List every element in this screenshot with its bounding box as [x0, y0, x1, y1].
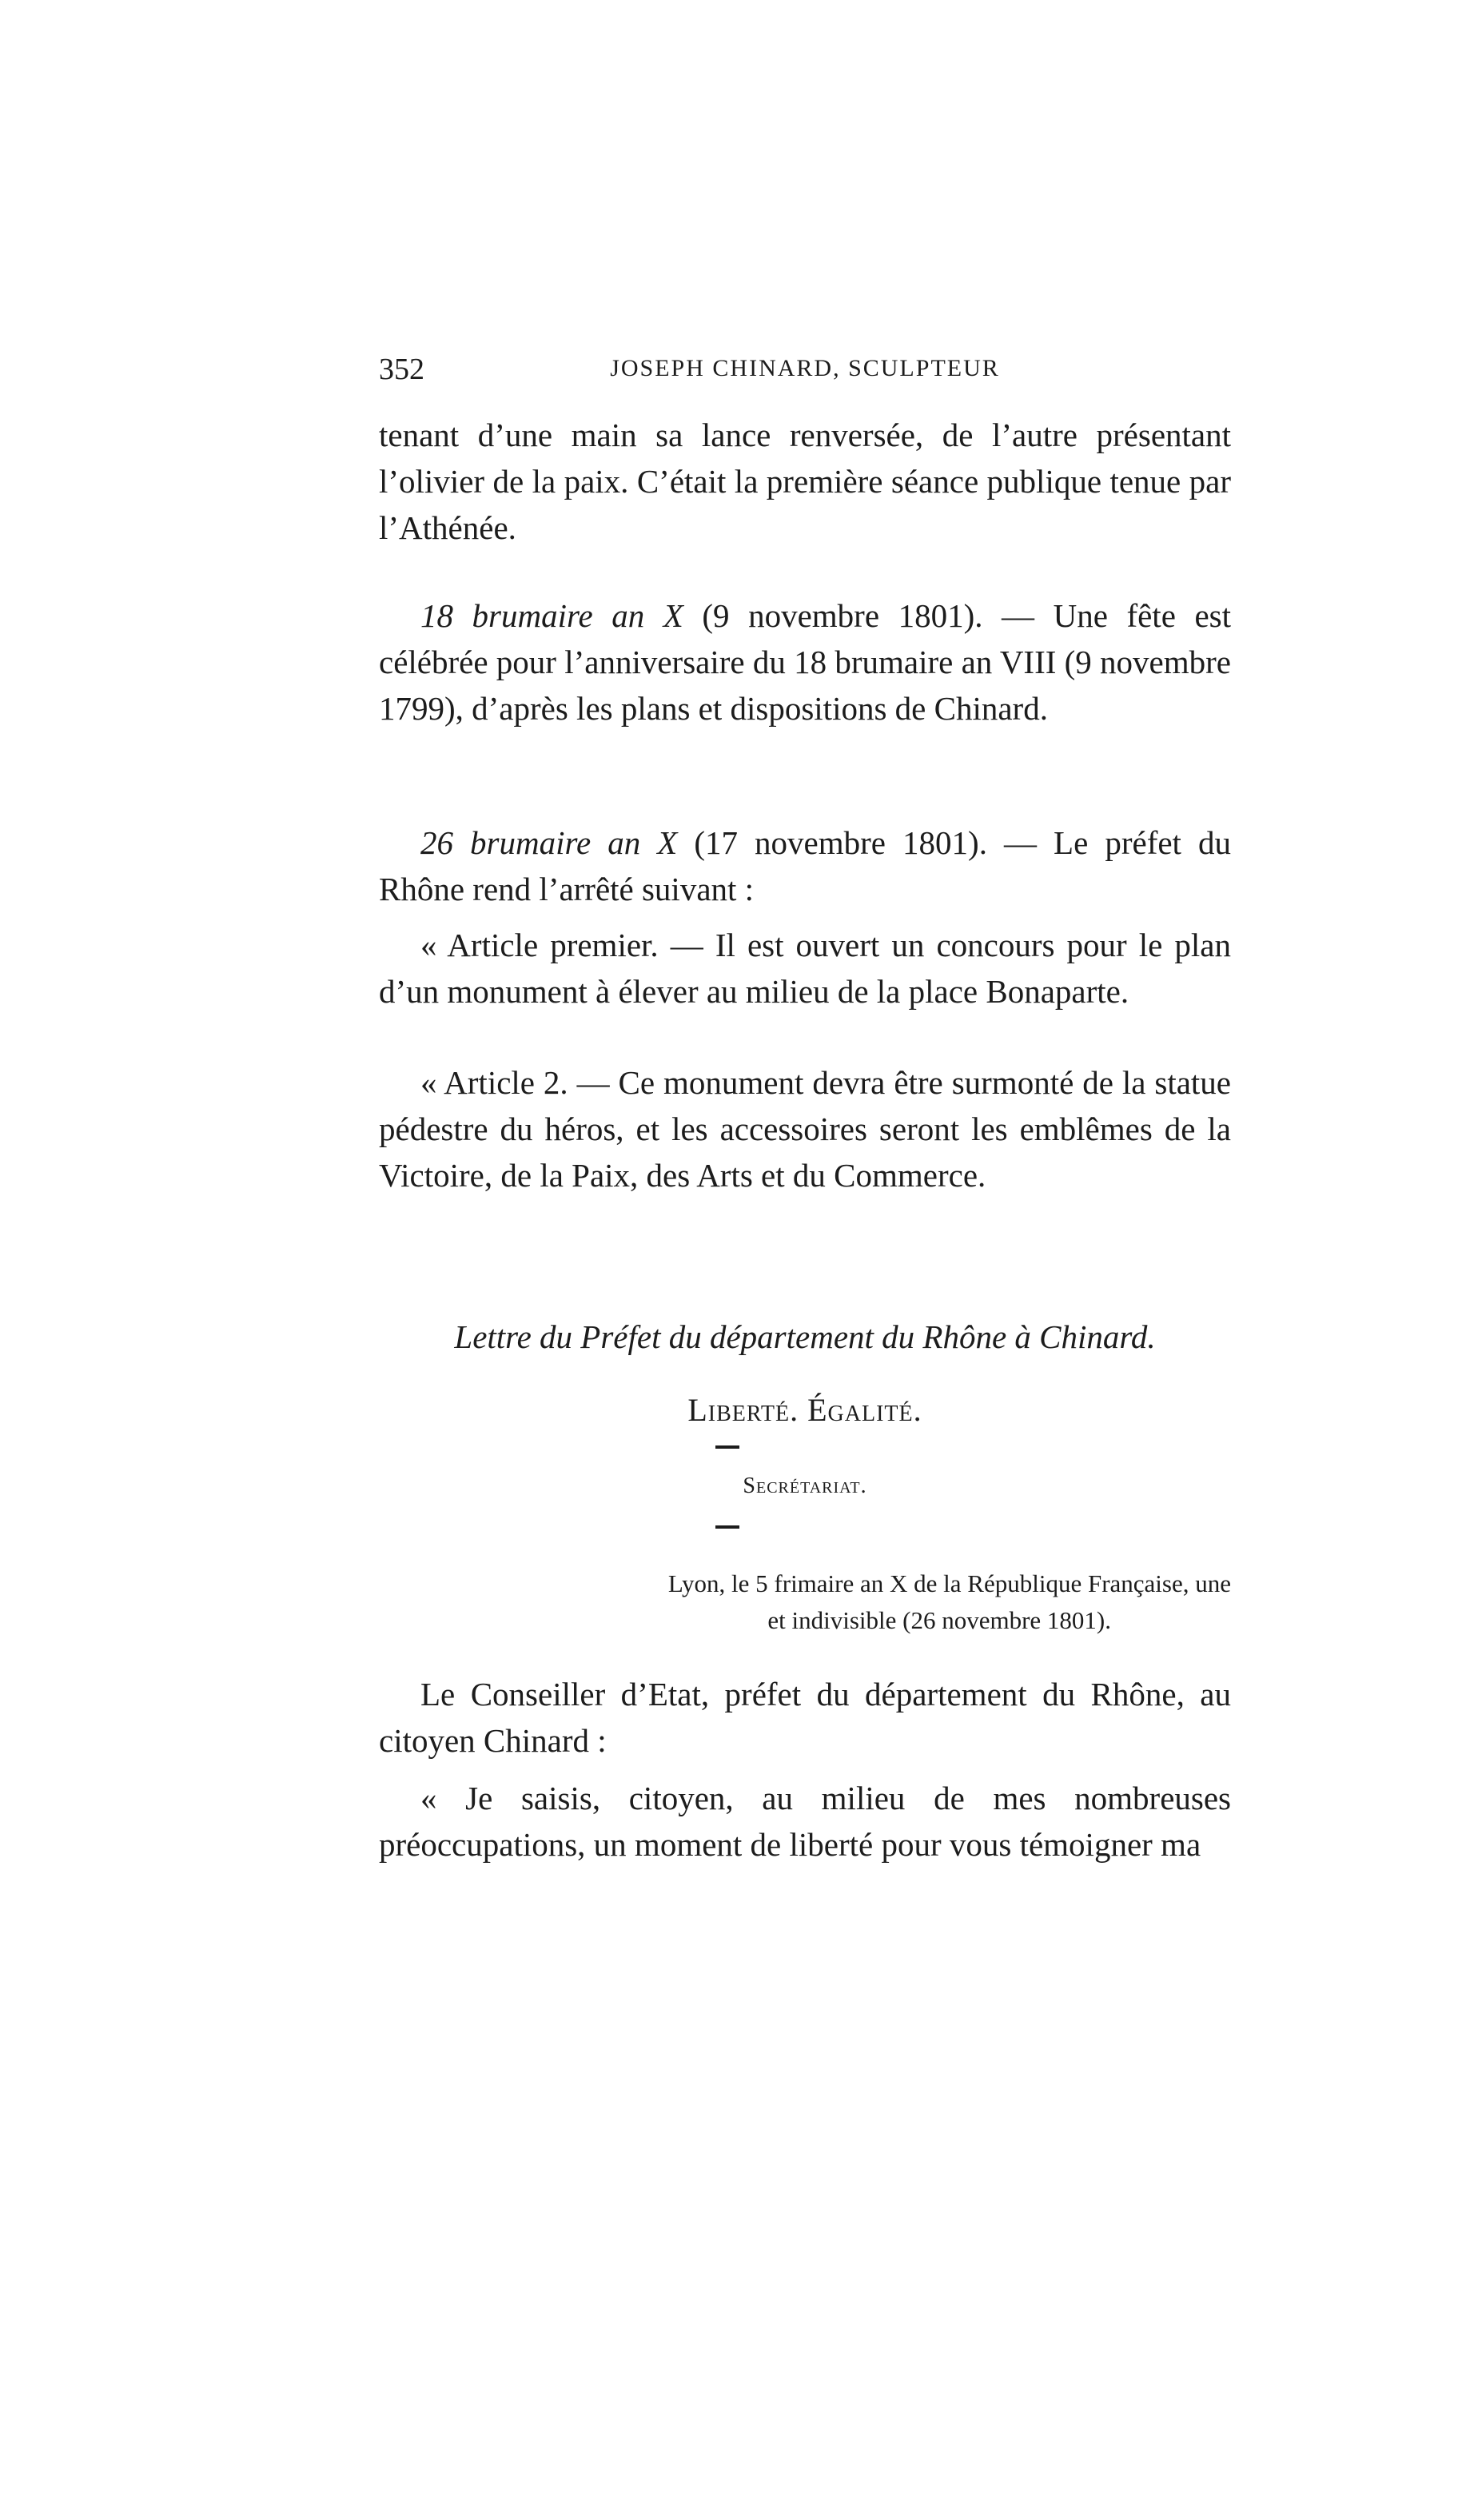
letter-title: Lettre du Préfet du département du Rhône à Chinard.: [454, 1318, 1156, 1355]
paragraph-text: Le Conseiller d’Etat, préfet du département du Rhône, au citoyen Chinard :: [379, 1676, 1231, 1759]
paragraph-text: [379, 592, 1231, 732]
paragraph-text: tenant d’une main sa lance renversée, de l’autre présentant l’olivier de la paix. C’était la première séance publique tenue par l’Athénée.: [379, 417, 1231, 546]
paragraph-18-brumaire: [379, 592, 1231, 732]
paragraph-text: « Article premier. — Il est ouvert un concours pour le plan d’un monument à élever au milieu de la place Bonaparte.: [379, 927, 1231, 1010]
paragraph-26-brumaire: [379, 819, 1231, 912]
page-number: 352: [379, 353, 424, 386]
secretariat: Secrétariat.: [743, 1473, 867, 1498]
dateline-line-1: Lyon, le 5 frimaire an X de la République Française, une: [667, 1569, 1231, 1597]
article-premier: [379, 922, 1231, 1015]
date-italic: 18 brumaire an X: [420, 597, 683, 634]
paragraph-text: « Article 2. — Ce monument devra être surmonté de la statue pédestre du héros, et les accessoires seront les emblêmes de la Victoire, de la Paix, des Arts et du Commerce.: [379, 1064, 1231, 1194]
paragraph-text: « Je saisis, citoyen, au milieu de mes nombreuses préoccupations, un moment de liberté pour vous témoigner ma: [379, 1780, 1231, 1863]
page-header: [379, 352, 1231, 392]
running-title: JOSEPH CHINARD, SCULPTEUR: [610, 355, 1000, 381]
divider-dash: [715, 1525, 739, 1529]
dateline: [379, 1565, 1231, 1639]
dateline-line-2: et indivisible (26 novembre 1801).: [767, 1606, 1111, 1634]
letter-address: [379, 1671, 1231, 1764]
letter-body: [379, 1775, 1231, 1868]
paragraph-body: (9 novembre 1801). — Une fête est célébrée pour l’anniversaire du 18 brumaire an VIII (9 novembre 1799), d’après les plans et dispositions de Chinard.: [379, 597, 1231, 727]
date-italic: 26 brumaire an X: [420, 824, 678, 861]
divider-dash: [715, 1445, 739, 1449]
paragraph-athenee: [379, 412, 1231, 551]
article-2: [379, 1059, 1231, 1198]
motto: Liberté. Égalité.: [687, 1392, 922, 1428]
paragraph-body: (17 novembre 1801). — Le préfet du Rhône rend l’arrêté suivant :: [379, 824, 1231, 907]
paragraph-text: [379, 819, 1231, 912]
